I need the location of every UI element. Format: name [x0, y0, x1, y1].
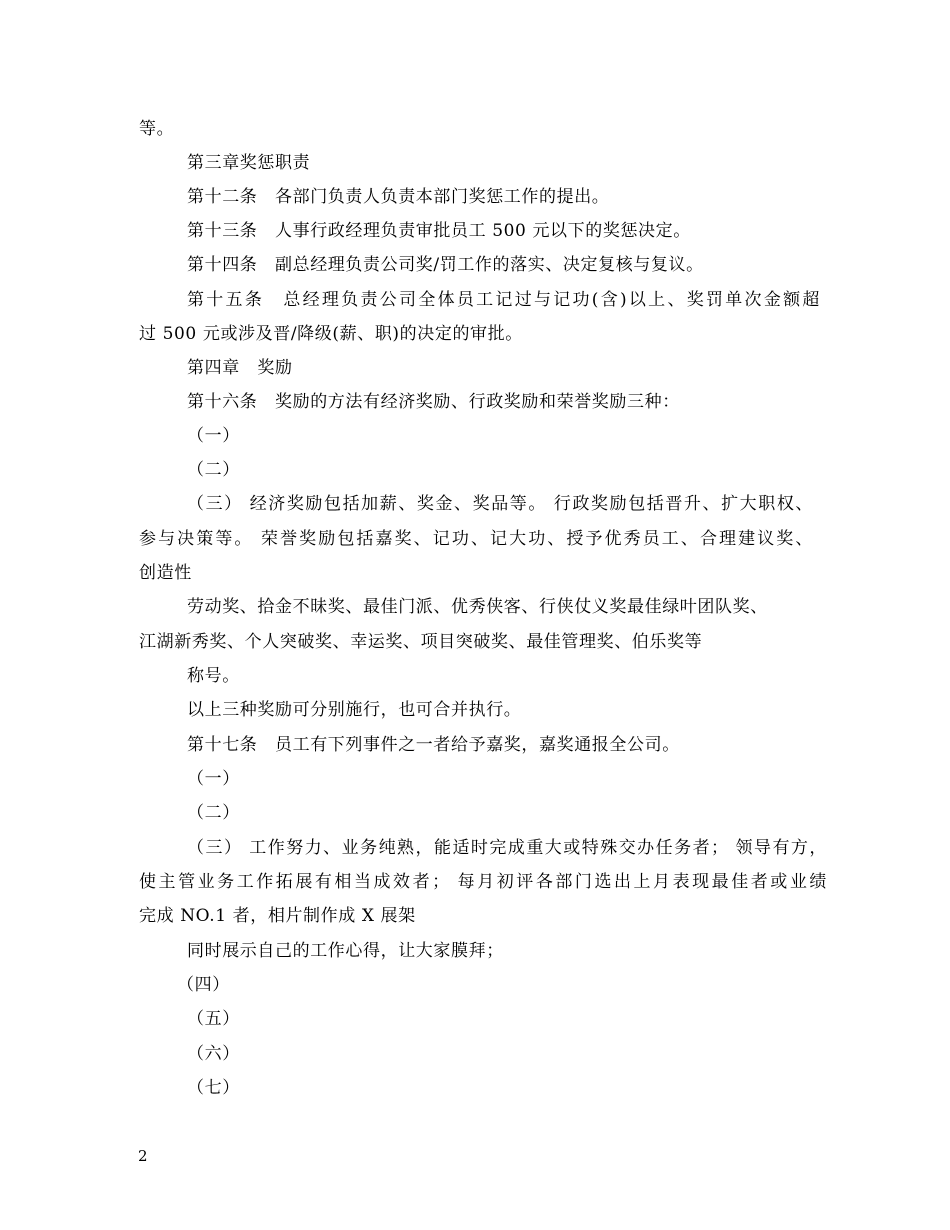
page-number: 2 — [138, 1147, 148, 1165]
list-item: （五） — [187, 1009, 240, 1029]
chapter-heading: 第三章奖惩职责 — [187, 153, 311, 173]
text-line: 使主管业务工作拓展有相当成效者； 每月初评各部门选出上月表现最佳者或业绩 — [139, 872, 827, 892]
text-line: 以上三种奖励可分别施行，也可合并执行。 — [187, 700, 522, 720]
list-item: （七） — [187, 1078, 240, 1098]
article-15: 第十五条 总经理负责公司全体员工记过与记功(含)以上、奖罚单次金额超 — [187, 290, 820, 310]
list-item: （一） — [187, 426, 240, 446]
text-line: 江湖新秀奖、个人突破奖、幸运奖、项目突破奖、最佳管理奖、伯乐奖等 — [139, 632, 703, 652]
article-12: 第十二条 各部门负责人负责本部门奖惩工作的提出。 — [187, 187, 610, 207]
list-item: （二） — [187, 460, 240, 480]
list-item: （三） 工作努力、业务纯熟，能适时完成重大或特殊交办任务者； 领导有方， — [187, 838, 827, 858]
article-16: 第十六条 奖励的方法有经济奖励、行政奖励和荣誉奖励三种： — [187, 392, 680, 412]
list-item: （六） — [187, 1044, 240, 1064]
text-line: 称号。 — [187, 666, 240, 686]
text-line: 劳动奖、拾金不昧奖、最佳门派、优秀侠客、行侠仗义奖最佳绿叶团队奖、 — [187, 597, 768, 617]
text-line: 参与决策等。 荣誉奖励包括嘉奖、记功、记大功、授予优秀员工、合理建议奖、 — [139, 529, 813, 549]
article-14: 第十四条 副总经理负责公司奖/罚工作的落实、决定复核与复议。 — [187, 255, 704, 275]
list-item: （四） — [177, 975, 230, 995]
list-item: （二） — [187, 803, 240, 823]
text-line: 同时展示自己的工作心得，让大家膜拜； — [187, 941, 504, 961]
text-line: 创造性 — [139, 563, 192, 583]
text-line: 等。 — [139, 119, 175, 139]
text-line: 过 500 元或涉及晋/降级(薪、职)的决定的审批。 — [139, 324, 523, 344]
article-17: 第十七条 员工有下列事件之一者给予嘉奖，嘉奖通报全公司。 — [187, 735, 680, 755]
chapter-heading: 第四章 奖励 — [187, 358, 293, 378]
list-item: （一） — [187, 769, 240, 789]
list-item: （三） 经济奖励包括加薪、奖金、奖品等。 行政奖励包括晋升、扩大职权、 — [187, 494, 813, 514]
article-13: 第十三条 人事行政经理负责审批员工 500 元以下的奖惩决定。 — [187, 221, 691, 241]
text-line: 完成 NO.1 者，相片制作成 X 展架 — [139, 906, 416, 926]
